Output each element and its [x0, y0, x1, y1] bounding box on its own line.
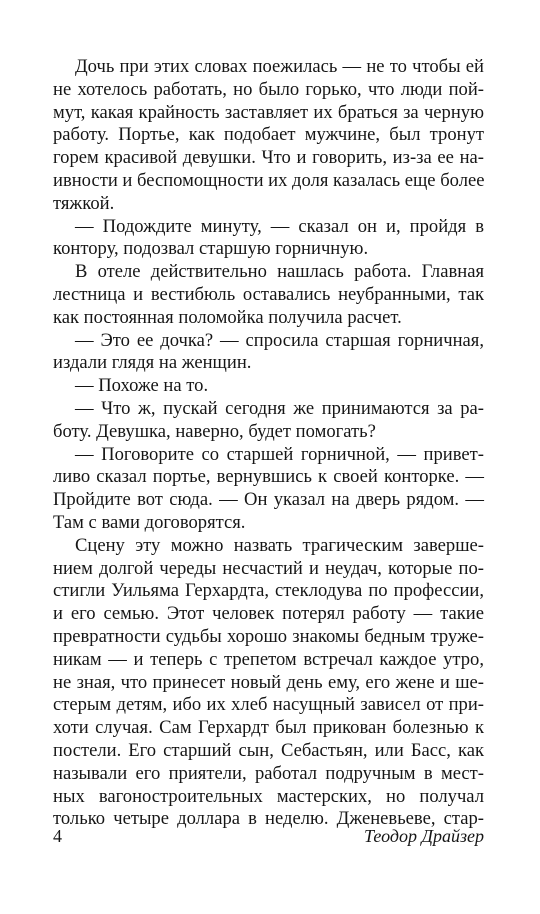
text-line: контору, подозвал старшую горничную. [53, 238, 369, 260]
text-line: горем красивой девушки. Что и говорить, из-за ее на- [53, 147, 484, 169]
text-line: никам — и теперь с трепетом встречал каждое утро, [53, 648, 484, 670]
text-line: — Это ее дочка? — спросила старшая горничная, [75, 329, 484, 351]
text-line: работу. Портье, как подобает мужчине, был тронут [53, 124, 484, 146]
paragraph [53, 56, 484, 216]
text-line: издали глядя на женщин. [53, 352, 252, 374]
paragraph [53, 444, 484, 535]
page-body [53, 56, 484, 831]
text-line: Сцену эту можно назвать трагическим заверше- [75, 534, 484, 556]
text-line: не зная, что принесет новый день ему, его жене и ше- [53, 671, 484, 693]
text-line: — Подождите минуту, — сказал он и, пройдя в [75, 215, 484, 237]
text-line: как постоянная поломойка получила расчет. [53, 306, 402, 328]
text-line: — Что ж, пускай сегодня же принимаются за ра- [75, 397, 484, 419]
text-line: тяжкой. [53, 192, 115, 214]
text-line: постели. Его старший сын, Себастьян, или Басс, как [53, 739, 484, 761]
text-line: не хотелось работать, но было горько, что люди пой- [53, 78, 484, 100]
text-line: и его семью. Этот человек потерял работу — такие [53, 603, 484, 625]
page-footer [53, 824, 484, 848]
text-line: Там с вами договорятся. [53, 511, 246, 533]
text-line: стигли Уильяма Герхардта, стеклодува по профессии, [53, 580, 484, 602]
paragraph [53, 535, 484, 831]
paragraph [53, 261, 484, 329]
text-line: — Поговорите со старшей горничной, — привет- [75, 443, 484, 465]
text-line: Пройдите вот сюда. — Он указал на дверь рядом. — [53, 489, 484, 511]
text-line: нием долгой череды несчастий и неудач, которые по- [53, 557, 484, 579]
text-line: — Похоже на то. [75, 375, 209, 397]
text-line: только четыре доллара в неделю. Дженевьеве, стар- [53, 808, 484, 830]
text-line: стерым детям, ибо их хлеб насущный зависел от при- [53, 694, 484, 716]
text-line: В отеле действительно нашлась работа. Главная [75, 261, 484, 283]
text-line: ивности и беспомощности их доля казалась еще более [53, 169, 485, 191]
paragraph [53, 216, 484, 262]
text-line: хоти случая. Сам Герхардт был прикован болезнью к [53, 717, 484, 739]
page-number: 4 [53, 826, 62, 846]
paragraph [53, 330, 484, 376]
text-line: ливо сказал портье, вернувшись к своей конторке. — [53, 466, 484, 488]
text-line: лестница и вестибюль оставались неубранными, так [53, 283, 484, 305]
paragraph [53, 375, 484, 398]
text-line: называли его приятели, работал подручным в мест- [53, 762, 484, 784]
text-line: Дочь при этих словах поежилась — не то чтобы ей [75, 56, 484, 77]
paragraph [53, 398, 484, 444]
text-line: превратности судьбы хорошо знакомы бедным труже- [53, 625, 484, 647]
text-line: ных вагоностроительных мастерских, но получал [53, 785, 484, 807]
running-title: Теодор Драйзер [364, 826, 484, 846]
text-line: мут, какая крайность заставляет их браться за черную [53, 101, 484, 123]
text-line: боту. Девушка, наверно, будет помогать? [53, 420, 376, 442]
